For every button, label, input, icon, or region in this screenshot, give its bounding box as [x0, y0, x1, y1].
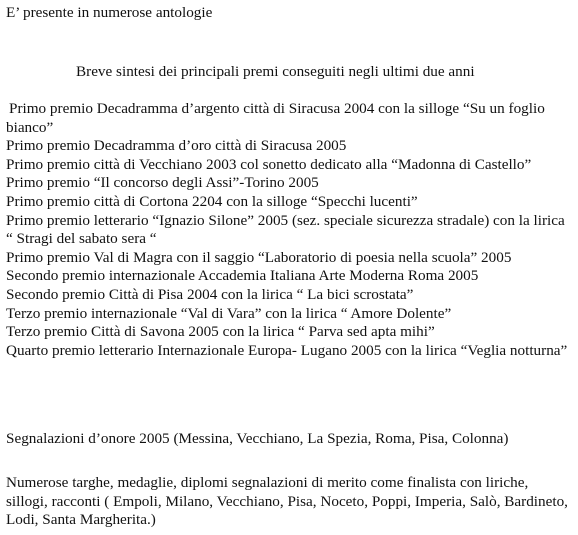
section-heading: Breve sintesi dei principali premi conseguiti negli ultimi due anni — [76, 63, 475, 80]
award-item: Terzo premio Città di Savona 2005 con la lirica “ Parva sed apta mihi” — [6, 323, 435, 341]
award-item: Primo premio città di Vecchiano 2003 col sonetto dedicato alla “Madonna di Castello” — [6, 155, 532, 173]
award-item: Primo premio letterario “Ignazio Silone” 2005 (sez. speciale sicurezza stradale) con la lirica “ Stragi del sabato sera “ — [6, 211, 565, 248]
misc-paragraph: Numerose targhe, medaglie, diplomi segnalazioni di merito come finalista con liriche, sillogi, racconti ( Empoli, Milano, Vecchiano, Pisa, Noceto, Poppi, Imperia, Salò, Bardineto, Lodi, Santa Margherita.) — [6, 474, 568, 529]
award-item: Primo premio città di Cortona 2204 con la silloge “Specchi lucenti” — [6, 192, 418, 210]
award-item: Quarto premio letterario Internazionale Europa- Lugano 2005 con la lirica “Veglia notturna” — [6, 341, 568, 359]
award-item: Primo premio Decadramma d’oro città di Siracusa 2005 — [6, 137, 347, 155]
award-item: Primo premio “Il concorso degli Assi”-Torino 2005 — [6, 174, 319, 192]
award-item: Terzo premio internazionale “Val di Vara” con la lirica “ Amore Dolente” — [6, 304, 452, 322]
intro-line: E’ presente in numerose antologie — [6, 4, 213, 21]
award-item: Secondo premio Città di Pisa 2004 con la lirica “ La bici scrostata” — [6, 285, 414, 303]
award-item: Secondo premio internazionale Accademia Italiana Arte Moderna Roma 2005 — [6, 267, 479, 285]
honors-line: Segnalazioni d’onore 2005 (Messina, Vecchiano, La Spezia, Roma, Pisa, Colonna) — [6, 430, 509, 447]
award-item: Primo premio Val di Magra con il saggio “Laboratorio di poesia nella scuola” 2005 — [6, 248, 512, 266]
awards-list — [6, 100, 572, 360]
award-item: Primo premio Decadramma d’argento città di Siracusa 2004 con la silloge “Su un foglio bianco” — [6, 100, 545, 136]
